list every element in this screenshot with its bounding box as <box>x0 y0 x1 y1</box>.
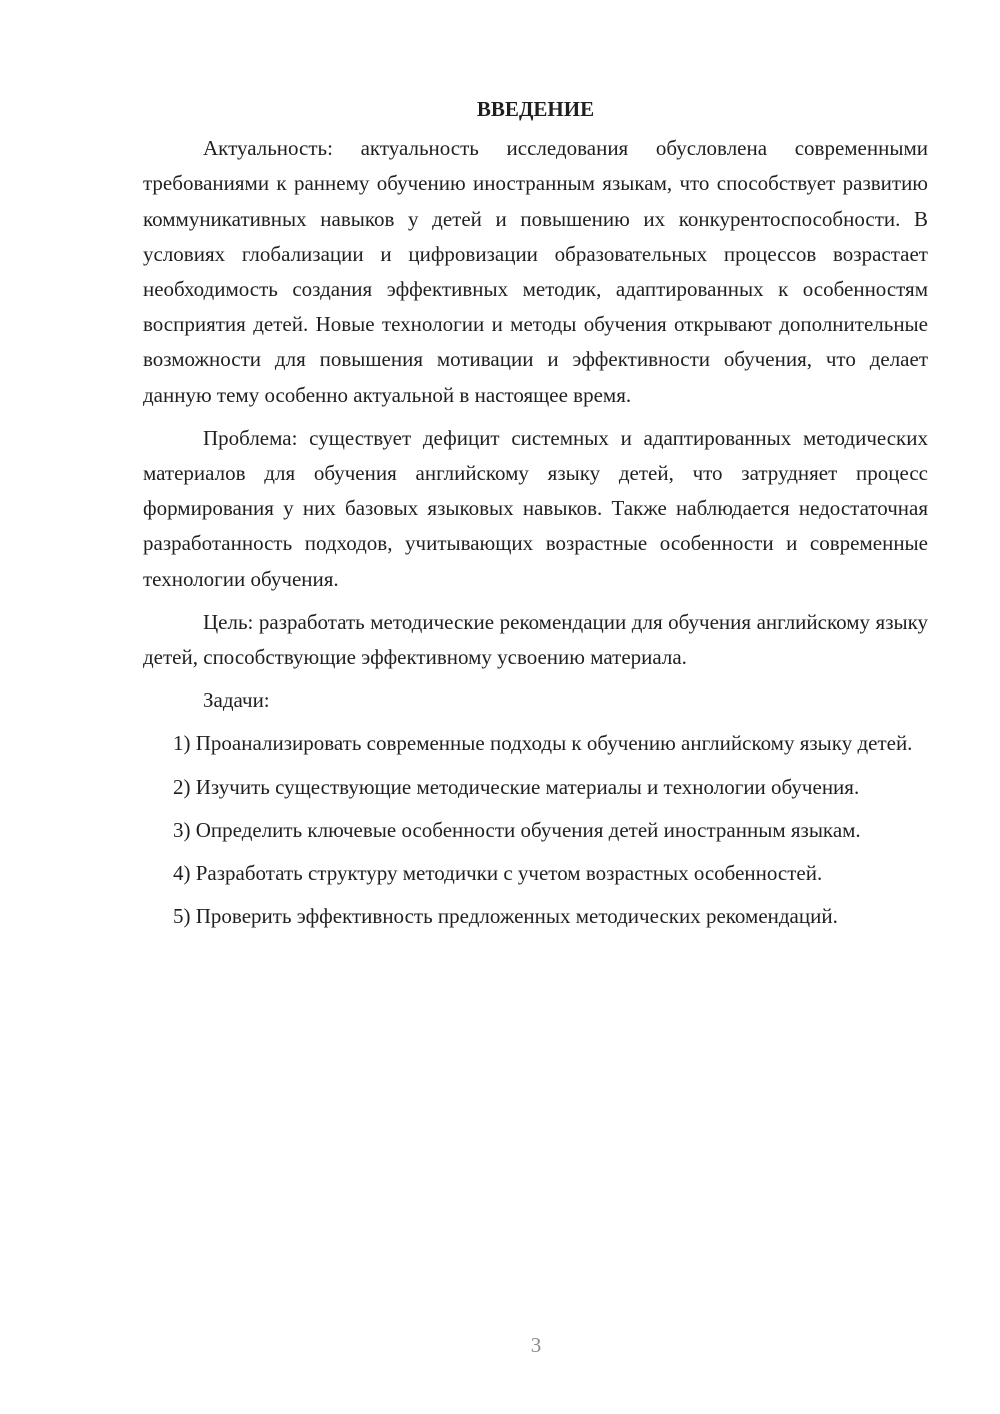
paragraph-goal: Цель: разработать методические рекомендации для обучения английскому языку детей, способствующие эффективному усвоению материала. <box>143 609 928 670</box>
paragraph-relevance: Актуальность: актуальность исследования обусловлена современными требованиями к раннему обучению иностранным языкам, что способствует развитию коммуникативных навыков у детей и повышению их конкурентоспособности. В условиях глобализации и цифровизации образовательных процессов возрастает необходимость создания эффективных методик, адаптированных к особенностям восприятия детей. Новые технологии и методы обучения открывают дополнительные возможности для повышения мотивации и эффективности обучения, что делает данную тему особенно актуальной в настоящее время. <box>143 136 928 407</box>
document-title: ВВЕДЕНИЕ <box>476 97 595 121</box>
task-item: 4) Разработать структуру методички с учетом возрастных особенностей. <box>173 861 823 886</box>
paragraph-problem: Проблема: существует дефицит системных и адаптированных методических материалов для обучения английскому языку детей, что затрудняет процесс формирования у них базовых языковых навыков. Также наблюдается недостаточная разработанность подходов, учитывающих возрастные особенности и современные технологии обучения. <box>143 425 928 591</box>
task-item: 2) Изучить существующие методические материалы и технологии обучения. <box>173 774 860 799</box>
tasks-heading: Задачи: <box>203 688 270 713</box>
page-number: 3 <box>530 1333 542 1357</box>
document-page <box>143 92 928 942</box>
task-item: 3) Определить ключевые особенности обучения детей иностранным языкам. <box>173 817 861 842</box>
task-item: 5) Проверить эффективность предложенных методических рекомендаций. <box>173 904 838 929</box>
task-item: 1) Проанализировать современные подходы к обучению английскому языку детей. <box>173 731 913 756</box>
